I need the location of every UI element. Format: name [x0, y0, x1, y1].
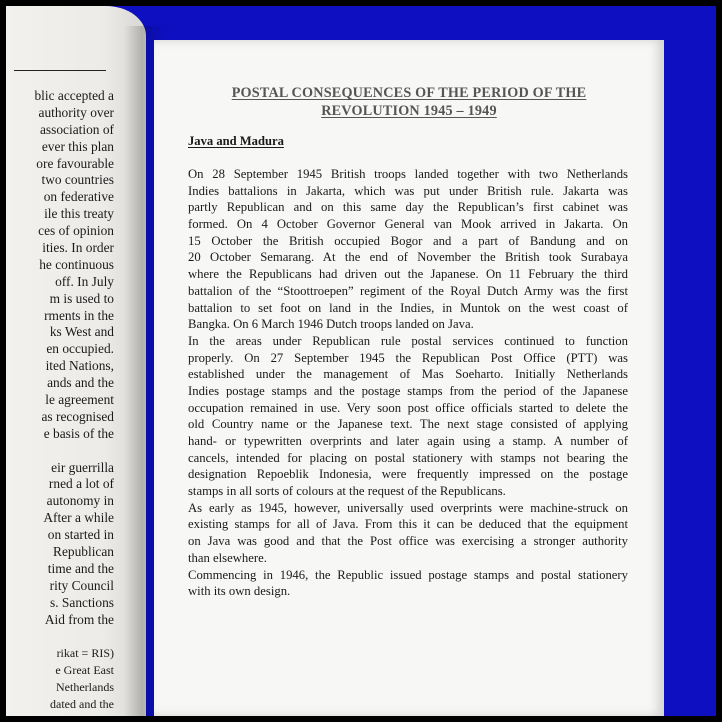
left-page-line: ore favourable	[36, 155, 114, 171]
left-page-line: en occupied.	[46, 341, 114, 357]
body-line: Indies postage stamps and the postage stamps from the period of the Japanese	[188, 383, 628, 398]
left-page-line: ces of opinion	[38, 223, 114, 239]
body-line: than elsewhere.	[188, 550, 267, 565]
body-line: battalion of the “Stoottroepen” regiment of the Royal Dutch Army was the first	[188, 283, 628, 298]
left-page-line: Republican	[53, 544, 114, 560]
page-title	[154, 84, 664, 120]
body-line: hand- or typewritten overprints and later again using a stamp. A number of	[188, 434, 628, 448]
left-page-line: rikat = RIS)	[56, 646, 114, 661]
left-page-line: off. In July	[55, 273, 114, 289]
body-line: In the areas under Republican rule postal services continued to function	[188, 333, 628, 348]
left-page-line: rments in the	[44, 307, 114, 323]
left-page-line: ited Nations,	[45, 358, 114, 374]
section-heading: Java and Madura	[188, 134, 284, 148]
left-page-line: Aid from the	[44, 611, 114, 627]
left-page-text	[34, 88, 114, 713]
title-line-1: POSTAL CONSEQUENCES OF THE PERIOD OF THE	[231, 85, 587, 101]
left-page-line: rned a lot of	[48, 476, 114, 492]
left-page-line: dated and the	[50, 697, 114, 712]
left-page-line: ities. In order	[42, 240, 114, 256]
left-page-line: on started in	[47, 527, 114, 543]
body-line: established under the management of Mas Soeharto. Initially Netherlands	[188, 367, 628, 382]
left-page-line: autonomy in	[46, 493, 114, 509]
left-page-line: rity Council	[49, 577, 114, 593]
body-line: designation Repoeblik Indonesia, were frequently impressed on the postage	[188, 467, 628, 482]
body-line: battalion to set foot on land in the Indies, in Muntok on the west coast of	[188, 300, 628, 315]
left-page-line: as recognised	[41, 408, 114, 424]
left-page-line: he continuous	[39, 256, 114, 272]
body-line: occupation remained in use. Very soon post office officials started to delete the	[188, 400, 628, 415]
left-page-line: s. Sanctions	[50, 594, 114, 610]
left-page-line: After a while	[43, 510, 114, 526]
left-page-line: association of	[39, 121, 114, 137]
body-line: with its own design.	[188, 584, 291, 599]
body-line: 20 October Semarang. At the end of November the British took Surabaya	[188, 250, 628, 265]
left-page-line	[34, 443, 114, 460]
left-page-line: e Great East	[55, 663, 114, 678]
left-page-line: ands and the	[47, 375, 114, 391]
body-line: cancels, intended for placing on postal stationery with stamps not bearing the	[188, 450, 628, 465]
right-page	[154, 40, 664, 716]
left-page-line	[34, 629, 114, 646]
body-line: Bangka. On 6 March 1946 Dutch troops landed on Java.	[188, 317, 474, 332]
body-line: partly Republican and on this same day the Republican’s first cabinet was	[188, 200, 628, 215]
left-page-line: authority over	[38, 104, 114, 120]
left-page-line: two countries	[41, 172, 114, 188]
left-page-line: Netherlands	[56, 680, 114, 695]
body-line: 15 October the British occupied Bogor and a part of Bandung and on	[188, 233, 628, 248]
left-page-line: ks West and	[49, 324, 114, 340]
body-line: Commencing in 1946, the Republic issued postage stamps and postal stationery	[188, 567, 628, 582]
body-line: As early as 1945, however, universally used overprints were machine-struck on	[188, 500, 628, 515]
body-line: properly. On 27 September 1945 the Republican Post Office (PTT) was	[188, 350, 628, 365]
left-page-line: on federative	[43, 189, 114, 205]
left-page-line: m is used to	[49, 290, 114, 306]
body-line: Indies battalions in Jakarta, which was put under British rule. Jakarta was	[188, 183, 628, 198]
body-line: on Java was good and that the Post office was exercising a stronger authority	[188, 534, 628, 549]
body-line: existing stamps for all of Java. From this it can be deduced that the equipment	[188, 517, 628, 532]
left-page-line: ile this treaty	[44, 206, 114, 222]
body-text	[188, 166, 628, 600]
left-page-line: blic accepted a	[34, 88, 114, 103]
body-line: stamps in all sorts of colours at the request of the Republicans.	[188, 484, 506, 499]
photo-frame	[6, 6, 716, 716]
left-page-line: ever this plan	[41, 138, 114, 154]
body-line: where the Republicans had driven out the Japanese. On 11 February the third	[188, 267, 628, 282]
body-line: formed. On 4 October Governor General van Mook arrived in Jakarta. On	[188, 217, 628, 232]
left-page-line: eir guerrilla	[51, 459, 114, 475]
left-page-line: le agreement	[45, 392, 114, 408]
body-line: old Country name or the Japanese text. The next stage consisted of applying	[188, 417, 628, 432]
page-rule	[14, 70, 106, 71]
left-page-line: e basis of the	[43, 425, 114, 441]
body-line: On 28 September 1945 British troops landed together with two Netherlands	[188, 167, 628, 181]
left-page-line: time and the	[47, 560, 114, 576]
title-line-2: REVOLUTION 1945 – 1949	[321, 103, 497, 119]
